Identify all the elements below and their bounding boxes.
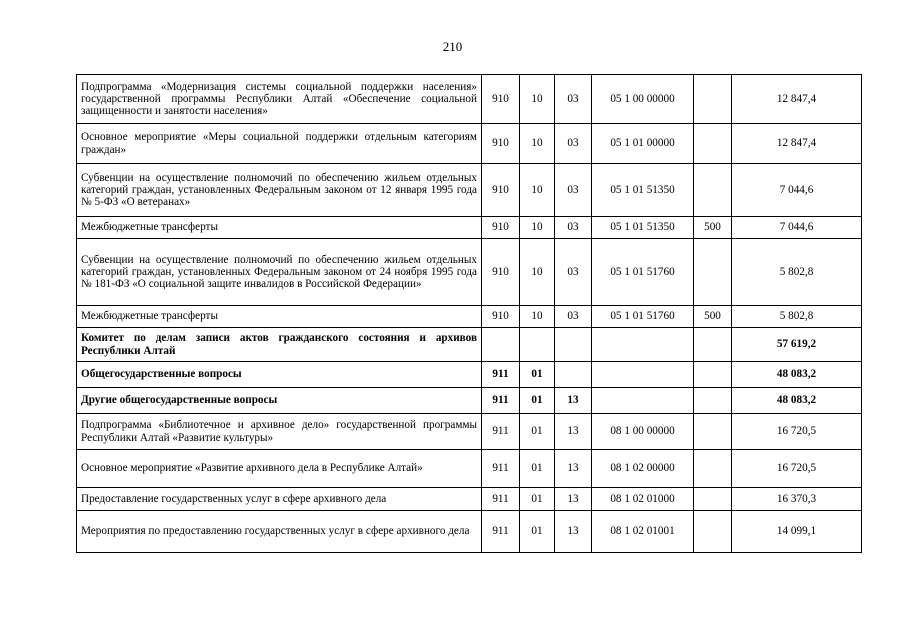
row-sum: 7 044,6 [732,164,862,217]
row-vr [694,164,732,217]
row-name: Другие общегосударственные вопросы [77,388,482,414]
row-vr: 500 [694,217,732,239]
row-name: Основное мероприятие «Развитие архивного дела в Республике Алтай» [77,450,482,488]
row-name: Предоставление государственных услуг в сфере архивного дела [77,488,482,511]
row-rz: 01 [520,362,555,388]
row-pr: 03 [555,306,592,328]
row-pr: 13 [555,488,592,511]
row-vr [694,75,732,124]
row-rz: 10 [520,164,555,217]
row-csr [592,328,694,362]
row-sum: 48 083,2 [732,388,862,414]
table-row [77,450,862,488]
row-vr [694,388,732,414]
row-name: Межбюджетные трансферты [77,306,482,328]
page-number: 210 [442,39,463,54]
row-name: Межбюджетные трансферты [77,217,482,239]
table-row [77,164,862,217]
row-pr: 03 [555,239,592,306]
row-vr [694,362,732,388]
row-pr [555,362,592,388]
row-sum: 7 044,6 [732,217,862,239]
row-sum: 14 099,1 [732,511,862,553]
row-sum: 5 802,8 [732,239,862,306]
row-csr [592,388,694,414]
row-gr: 911 [482,450,520,488]
row-vr [694,414,732,450]
table-row [77,388,862,414]
row-name: Подпрограмма «Модернизация системы социальной поддержки населения» государственной программы Республики Алтай «Обеспечение социальной защищенности и занятости населения» [77,75,482,124]
row-vr [694,239,732,306]
row-name: Основное мероприятие «Меры социальной поддержки отдельным категориям граждан» [77,124,482,164]
row-vr [694,450,732,488]
row-rz: 01 [520,511,555,553]
row-pr: 13 [555,450,592,488]
row-rz: 01 [520,450,555,488]
table-row [77,217,862,239]
row-csr: 08 1 02 01000 [592,488,694,511]
row-rz: 10 [520,217,555,239]
row-csr: 05 1 00 00000 [592,75,694,124]
row-sum: 5 802,8 [732,306,862,328]
table-row [77,362,862,388]
table-row [77,414,862,450]
row-gr: 910 [482,217,520,239]
table-row [77,124,862,164]
row-pr: 13 [555,511,592,553]
table-row [77,75,862,124]
row-vr [694,488,732,511]
row-gr: 911 [482,488,520,511]
row-csr: 05 1 01 51760 [592,306,694,328]
row-rz: 10 [520,124,555,164]
row-rz: 10 [520,75,555,124]
row-vr: 500 [694,306,732,328]
row-rz: 10 [520,306,555,328]
row-gr: 910 [482,164,520,217]
row-gr: 910 [482,75,520,124]
row-csr [592,362,694,388]
row-gr: 911 [482,362,520,388]
row-rz: 01 [520,488,555,511]
row-gr: 910 [482,239,520,306]
row-csr: 05 1 01 51760 [592,239,694,306]
row-rz: 10 [520,239,555,306]
row-pr: 13 [555,388,592,414]
row-gr: 911 [482,388,520,414]
row-csr: 05 1 01 51350 [592,164,694,217]
row-rz: 01 [520,414,555,450]
row-sum: 16 370,3 [732,488,862,511]
row-pr: 03 [555,124,592,164]
table-row [77,239,862,306]
table-row [77,488,862,511]
row-sum: 16 720,5 [732,414,862,450]
row-sum: 12 847,4 [732,124,862,164]
table-row [77,328,862,362]
table-row [77,306,862,328]
row-pr: 13 [555,414,592,450]
row-csr: 08 1 02 00000 [592,450,694,488]
row-name: Комитет по делам записи актов гражданского состояния и архивов Республики Алтай [77,328,482,362]
row-name: Мероприятия по предоставлению государственных услуг в сфере архивного дела [77,511,482,553]
row-name: Субвенции на осуществление полномочий по обеспечению жильем отдельных категорий граждан, установленных Федеральным законом от 12 января 1995 года № 5-ФЗ «О ветеранах» [77,164,482,217]
row-rz [520,328,555,362]
row-csr: 05 1 01 00000 [592,124,694,164]
row-sum: 16 720,5 [732,450,862,488]
row-vr [694,328,732,362]
row-vr [694,511,732,553]
row-pr: 03 [555,75,592,124]
row-name: Общегосударственные вопросы [77,362,482,388]
row-gr: 910 [482,306,520,328]
row-sum: 48 083,2 [732,362,862,388]
budget-table [76,74,862,553]
row-sum: 57 619,2 [732,328,862,362]
row-pr [555,328,592,362]
row-gr: 911 [482,414,520,450]
row-vr [694,124,732,164]
row-gr: 910 [482,124,520,164]
row-name: Субвенции на осуществление полномочий по обеспечению жильем отдельных категорий граждан, установленных Федеральным законом от 24 ноября 1995 года № 181-ФЗ «О социальной защите инвалидов в Российской Федерации» [77,239,482,306]
row-sum: 12 847,4 [732,75,862,124]
row-pr: 03 [555,164,592,217]
row-rz: 01 [520,388,555,414]
row-pr: 03 [555,217,592,239]
row-gr: 911 [482,511,520,553]
row-name: Подпрограмма «Библиотечное и архивное дело» государственной программы Республики Алтай «Развитие культуры» [77,414,482,450]
row-csr: 05 1 01 51350 [592,217,694,239]
row-csr: 08 1 00 00000 [592,414,694,450]
table-row [77,511,862,553]
row-gr [482,328,520,362]
row-csr: 08 1 02 01001 [592,511,694,553]
